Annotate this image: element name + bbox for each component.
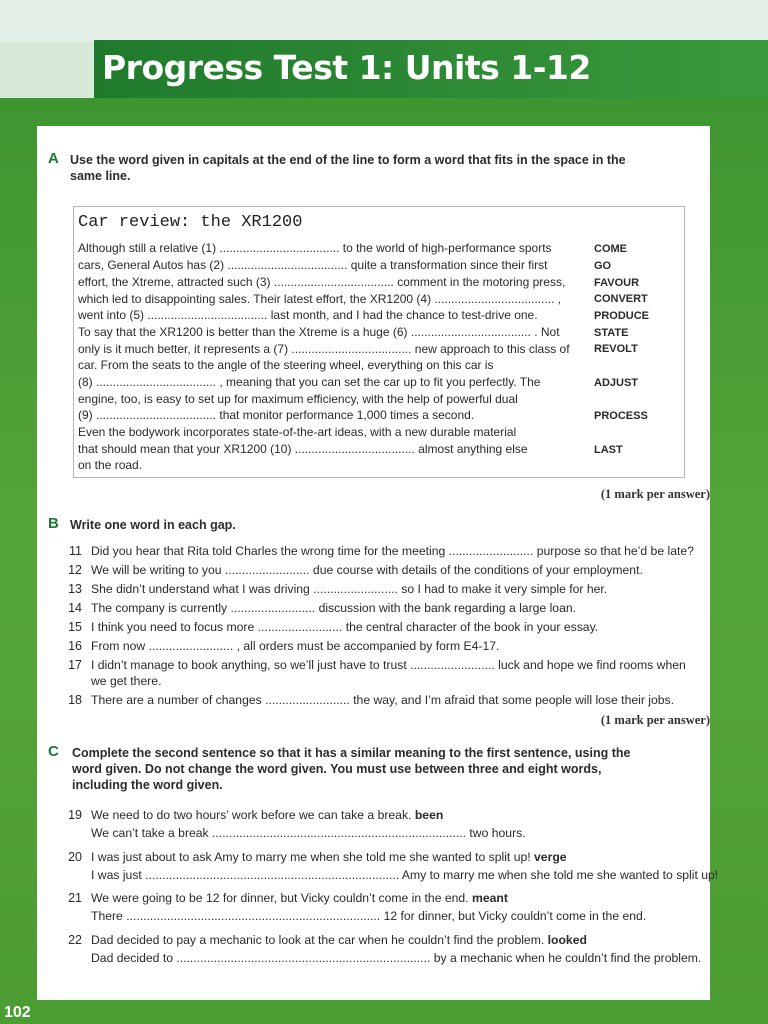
question-number: 15	[68, 620, 82, 634]
question-number: 12	[68, 563, 82, 577]
question-text: The company is currently ......................... discussion with the bank regarding a large loan.	[91, 601, 577, 615]
question-sentence	[91, 850, 567, 864]
question-number: 22	[68, 933, 82, 947]
review-line: To say that the XR1200 is better than the Xtreme is a huge (6) .................................... . Not	[78, 325, 560, 339]
question-text: There are a number of changes ......................... the way, and I’m afraid that some people will lose their jobs.	[91, 693, 675, 707]
keyword: been	[414, 808, 444, 822]
section-a-instruction-line1: Use the word given in capitals at the end of the line to form a word that fits in the space in the	[70, 153, 626, 167]
title-bar	[94, 40, 768, 98]
second-sentence: Dad decided to ........................................................................... by a mechanic when he couldn’t find the problem.	[91, 951, 702, 965]
review-line: that should mean that your XR1200 (10) .................................... almost anything else	[78, 442, 528, 456]
question-number: 17	[68, 658, 82, 672]
capital-word: ADJUST	[594, 377, 639, 389]
keyword: looked	[547, 933, 587, 947]
car-review-title: Car review: the XR1200	[78, 213, 303, 232]
second-sentence: I was just ........................................................................... Amy to marry me when she told me she wanted to split up!	[91, 868, 719, 882]
review-line: cars, General Autos has (2) .................................... quite a transformation since their first	[78, 258, 548, 272]
question-text: We will be writing to you ......................... due course with details of the conditions of your employment.	[91, 563, 643, 577]
capital-word: COME	[594, 243, 627, 255]
page-title: Progress Test 1: Units 1-12	[102, 48, 591, 87]
question-text: From now ......................... , all orders must be accompanied by form E4-17.	[91, 639, 500, 653]
question-text-continued: we get there.	[91, 674, 162, 688]
page-number: 102	[4, 1004, 31, 1021]
review-line: (9) .................................... that monitor performance 1,000 times a second.	[78, 408, 475, 422]
keyword: verge	[534, 850, 567, 864]
question-number: 13	[68, 582, 82, 596]
section-c-instruction-line1: Complete the second sentence so that it has a similar meaning to the first sentence, using the	[72, 746, 631, 760]
question-text: I didn’t manage to book anything, so we’ll just have to trust ......................... luck and hope we find rooms when	[91, 658, 686, 672]
capital-word: PRODUCE	[594, 310, 650, 322]
sentence-text: Dad decided to pay a mechanic to look at the car when he couldn’t find the problem.	[91, 933, 545, 947]
capital-word: LAST	[594, 444, 623, 456]
question-number: 21	[68, 891, 82, 905]
question-sentence	[91, 933, 587, 947]
capital-word: CONVERT	[594, 293, 648, 305]
section-c-instruction-line2: word given. Do not change the word given. You must use between three and eight words,	[72, 762, 602, 776]
capital-word: GO	[594, 260, 612, 272]
capital-word: STATE	[594, 327, 629, 339]
section-b-letter: B	[48, 515, 59, 532]
review-line: effort, the Xtreme, attracted such (3) .................................... comment in the motoring press,	[78, 275, 566, 289]
keyword: meant	[471, 891, 508, 905]
question-number: 14	[68, 601, 82, 615]
sentence-text: We need to do two hours’ work before we can take a break.	[91, 808, 412, 822]
section-a-mark-note: (1 mark per answer)	[600, 487, 710, 501]
review-line: engine, too, is easy to set up for maximum efficiency, with the help of powerful dual	[78, 392, 518, 406]
question-number: 11	[69, 544, 82, 558]
question-number: 16	[68, 639, 82, 653]
review-line: (8) .................................... , meaning that you can set the car up to fit you perfectly. The	[78, 375, 541, 389]
question-text: I think you need to focus more ......................... the central character of the book in your essay.	[91, 620, 599, 634]
review-line: Although still a relative (1) .................................... to the world of high-performance sports	[78, 241, 552, 255]
question-number: 19	[68, 808, 82, 822]
section-b-instruction: Write one word in each gap.	[70, 518, 236, 532]
capital-word: REVOLT	[594, 343, 638, 355]
capital-word: PROCESS	[594, 410, 648, 422]
section-b-mark-note: (1 mark per answer)	[600, 713, 710, 727]
sentence-text: I was just about to ask Amy to marry me when she told me she wanted to split up!	[91, 850, 531, 864]
question-number: 20	[68, 850, 82, 864]
section-c-instruction-line3: including the word given.	[72, 778, 223, 792]
capital-word: FAVOUR	[594, 277, 640, 289]
review-line: went into (5) .................................... last month, and I had the chance to test-drive one.	[78, 308, 538, 322]
review-line: only is it much better, it represents a (7) .................................... new approach to this class of	[78, 342, 570, 356]
question-text: Did you hear that Rita told Charles the wrong time for the meeting ......................... purpose so that he’d be late?	[91, 544, 694, 558]
question-sentence	[91, 808, 443, 822]
review-line: car. From the seats to the angle of the steering wheel, everything on this car is	[78, 358, 494, 372]
question-number: 18	[68, 693, 82, 707]
sentence-text: We were going to be 12 for dinner, but Vicky couldn’t come in the end.	[91, 891, 469, 905]
review-line: Even the bodywork incorporates state-of-the-art ideas, with a new durable material	[78, 425, 517, 439]
question-text: She didn’t understand what I was driving ......................... so I had to make it very simple for her.	[91, 582, 608, 596]
review-line: on the road.	[78, 458, 143, 472]
second-sentence: There ........................................................................... 12 for dinner, but Vicky couldn’t come in the end.	[91, 909, 647, 923]
section-a-instruction-line2: same line.	[70, 169, 131, 183]
second-sentence: We can’t take a break ........................................................................... two hours.	[91, 826, 526, 840]
question-sentence	[91, 891, 508, 905]
section-c-letter: C	[48, 743, 59, 760]
section-a-letter: A	[48, 150, 59, 167]
review-line: which led to disappointing sales. Their latest effort, the XR1200 (4) .................................... ,	[78, 292, 562, 306]
header-band-left	[0, 42, 94, 98]
top-strip	[0, 0, 768, 42]
